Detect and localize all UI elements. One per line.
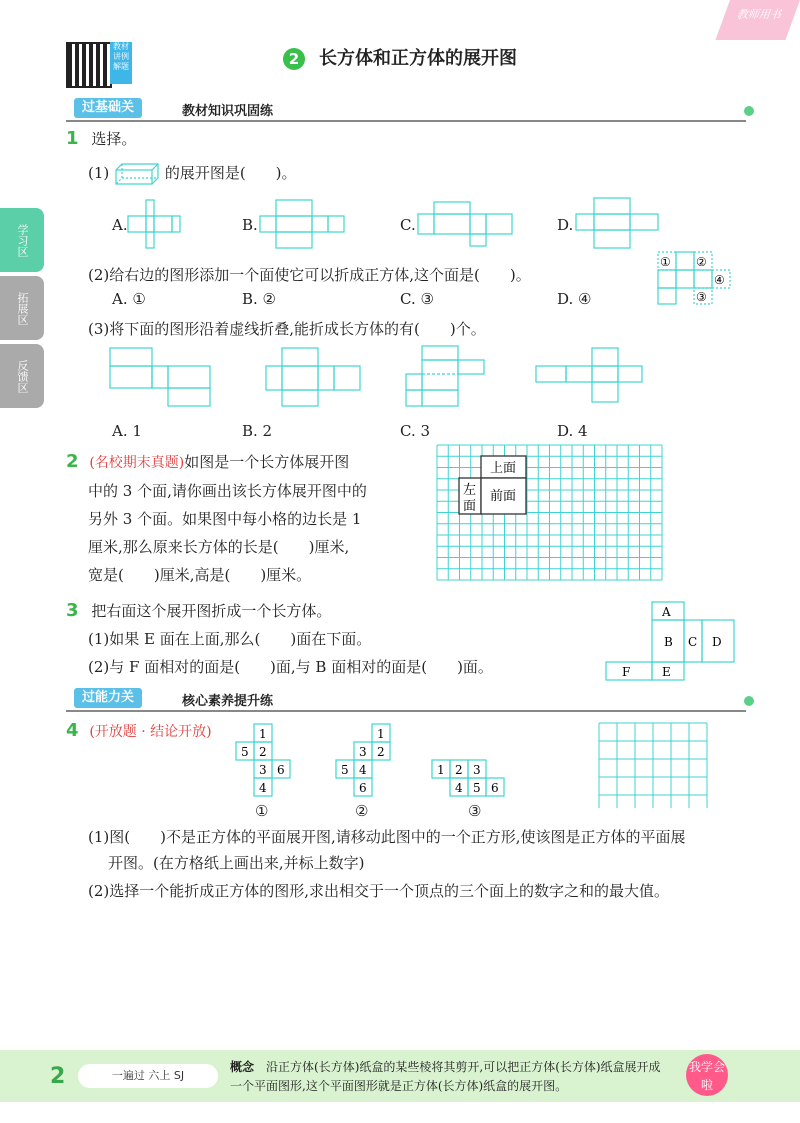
- q1-p1-option-b-figure[interactable]: [258, 198, 348, 254]
- q1-p3-figure-b[interactable]: [264, 346, 364, 410]
- q1-p1-option-c-label[interactable]: C.: [400, 216, 416, 234]
- q4-p1-line-2: 开图。(在方格纸上画出来,并标上数字): [108, 854, 365, 872]
- q3-number: 3: [66, 600, 79, 621]
- svg-text:4: 4: [359, 763, 367, 777]
- side-tab-study[interactable]: 学习区: [0, 208, 44, 272]
- q1-p1-option-b-label[interactable]: B.: [242, 216, 258, 234]
- section-basic-badge: 过基础关: [74, 98, 142, 118]
- q1-p1: [88, 162, 297, 186]
- side-tab-extend[interactable]: 拓展区: [0, 276, 44, 340]
- q2-line-3: 另外 3 个面。如果图中每小格的边长是 1: [88, 510, 362, 528]
- q4-heading: [66, 720, 212, 741]
- q1-p3-text: (3)将下面的图形沿着虚线折叠,能折成长方体的有( )个。: [88, 320, 486, 338]
- footer-logo: 一遍过 六上 SJ: [78, 1064, 218, 1088]
- q1-p1-prefix: (1): [88, 164, 110, 182]
- q4-number: 4: [66, 720, 79, 741]
- q4-caption-2: ②: [355, 802, 369, 820]
- q4-p2: (2)选择一个能折成正方体的图形,求出相交于一个顶点的三个面上的数字之和的最大值。: [88, 882, 670, 900]
- side-tab-feedback[interactable]: 反馈区: [0, 344, 44, 408]
- svg-text:1: 1: [377, 727, 385, 741]
- page-number: 2: [50, 1064, 66, 1089]
- q3-net-figure: [604, 600, 736, 684]
- q1-p3-figure-d[interactable]: [534, 346, 646, 406]
- q2-label-left-1: 左: [463, 483, 477, 498]
- section-ability-sub: 核心素养提升练: [182, 694, 274, 709]
- svg-text:6: 6: [277, 763, 285, 777]
- q1-p3-option-a[interactable]: A. 1: [112, 422, 142, 440]
- q3-label-c: C: [688, 635, 698, 649]
- q4-tag: (开放题 · 结论开放): [89, 724, 212, 740]
- q2-label-front: 前面: [490, 489, 517, 504]
- svg-text:1: 1: [259, 727, 267, 741]
- q1-p3-figure-c[interactable]: [404, 344, 488, 410]
- q3-heading: [66, 600, 331, 621]
- q3-label-a: A: [662, 605, 671, 619]
- q1-p3-option-c[interactable]: C. 3: [400, 422, 431, 440]
- lesson-number: 2: [283, 48, 305, 70]
- footer-concept: [230, 1058, 670, 1096]
- svg-text:2: 2: [455, 763, 463, 777]
- svg-text:3: 3: [473, 763, 481, 777]
- q3-label-d: D: [712, 635, 722, 649]
- q4-caption-3: ③: [468, 802, 482, 820]
- q1-p3-option-b[interactable]: B. 2: [242, 422, 273, 440]
- svg-text:5: 5: [241, 745, 249, 759]
- q1-p1-text: 的展开图是( )。: [164, 164, 297, 182]
- footer-concept-label: 概念: [230, 1060, 255, 1074]
- q1-title: 选择。: [91, 130, 137, 148]
- q1-p2-cube-net-figure: [656, 250, 736, 306]
- q4-net-1[interactable]: [232, 722, 294, 798]
- q3-label-f: F: [622, 665, 631, 679]
- q1-p1-option-d-label[interactable]: D.: [557, 216, 574, 234]
- q1-p3-option-d[interactable]: D. 4: [557, 422, 588, 440]
- q1-p2-option-d[interactable]: D. ④: [557, 290, 592, 308]
- net-label-2: ②: [696, 255, 707, 269]
- svg-text:5: 5: [473, 781, 481, 795]
- q1-p1-option-d-figure[interactable]: [574, 196, 664, 254]
- svg-text:6: 6: [359, 781, 367, 795]
- q2-line-1: 如图是一个长方体展开图: [184, 453, 350, 471]
- cuboid-figure: [114, 162, 160, 186]
- q4-p1-line-1: (1)图( )不是正方体的平面展开图,请移动此图中的一个正方形,使该图是正方体的平面展: [88, 828, 686, 846]
- q3-title: 把右面这个展开图折成一个长方体。: [91, 602, 332, 620]
- star-icon: [744, 106, 754, 116]
- footer-badge: 我学会啦: [686, 1054, 728, 1096]
- q1-p2-option-a[interactable]: A. ①: [112, 290, 146, 308]
- q1-p2-option-b[interactable]: B. ②: [242, 290, 277, 308]
- q4-net-3[interactable]: [430, 758, 510, 798]
- q2-line-5: 宽是( )厘米,高是( )厘米。: [88, 566, 312, 584]
- q4-net-2[interactable]: [332, 722, 394, 798]
- q1-number: 1: [66, 128, 79, 149]
- q1-heading: [66, 128, 136, 149]
- q1-p2-text: (2)给右边的图形添加一个面使它可以折成正方体,这个面是( )。: [88, 266, 531, 284]
- q2-label-top: 上面: [490, 461, 517, 476]
- q1-p1-option-a-figure[interactable]: [126, 198, 192, 252]
- q1-p1-option-a-label[interactable]: A.: [112, 216, 128, 234]
- q3-p2: (2)与 F 面相对的面是( )面,与 B 面相对的面是( )面。: [88, 658, 493, 676]
- svg-text:4: 4: [259, 781, 267, 795]
- section-basic: [66, 98, 746, 122]
- lesson-title: 长方体和正方体的展开图: [319, 48, 517, 69]
- section-basic-sub: 教材知识巩固练: [182, 104, 274, 119]
- svg-text:5: 5: [341, 763, 349, 777]
- section-ability-badge: 过能力关: [74, 688, 142, 708]
- q4-caption-1: ①: [255, 802, 269, 820]
- q1-p1-option-c-figure[interactable]: [416, 200, 516, 250]
- q2-number: 2: [66, 451, 79, 472]
- svg-text:4: 4: [455, 781, 463, 795]
- q3-label-b: B: [664, 635, 673, 649]
- svg-text:2: 2: [259, 745, 267, 759]
- net-label-1: ①: [660, 255, 671, 269]
- q1-p3-figure-a[interactable]: [108, 346, 218, 410]
- svg-text:2: 2: [377, 745, 385, 759]
- corner-tag: 教师用书: [715, 0, 800, 40]
- q2-grid-paper[interactable]: [436, 444, 664, 586]
- q2-label-left-2: 面: [463, 499, 477, 514]
- svg-text:1: 1: [437, 763, 445, 777]
- star-icon: [744, 696, 754, 706]
- q3-p1: (1)如果 E 面在上面,那么( )面在下面。: [88, 630, 372, 648]
- svg-text:6: 6: [491, 781, 499, 795]
- q4-grid-paper[interactable]: [598, 722, 710, 808]
- section-ability: [66, 688, 746, 712]
- q3-label-e: E: [662, 665, 671, 679]
- net-label-3: ③: [696, 290, 707, 304]
- svg-text:3: 3: [259, 763, 267, 777]
- footer-concept-text: 沿正方体(长方体)纸盒的某些棱将其剪开,可以把正方体(长方体)纸盒展开成一个平面图形,这个平面图形就是正方体(长方体)纸盒的展开图。: [230, 1060, 661, 1093]
- q2-line-4: 厘米,那么原来长方体的长是( )厘米,: [88, 538, 350, 556]
- qr-tag: 教材讲例解题: [110, 42, 132, 84]
- svg-text:3: 3: [359, 745, 367, 759]
- q2-text-block: [66, 448, 396, 589]
- q2-line-2: 中的 3 个面,请你画出该长方体展开图中的: [88, 482, 367, 500]
- q2-tag: (名校期末真题): [89, 455, 185, 471]
- page-title: [0, 44, 800, 70]
- q1-p2-option-c[interactable]: C. ③: [400, 290, 434, 308]
- net-label-4: ④: [714, 273, 725, 287]
